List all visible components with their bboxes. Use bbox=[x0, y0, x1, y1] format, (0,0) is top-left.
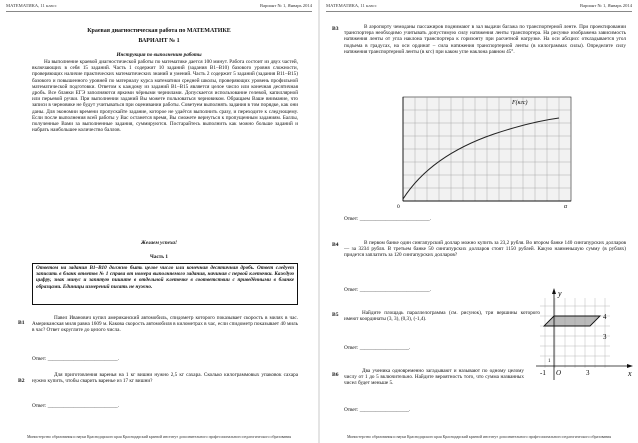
header-subject: МАТЕМАТИКА, 11 класс bbox=[6, 3, 57, 8]
task-b1-answer: Ответ: ___________________________. bbox=[32, 356, 120, 362]
header-variant: Вариант № 1, Январь 2014 bbox=[259, 3, 312, 8]
task-b2-text: Для приготовления варенья на 1 кг вишни нужно 2,5 кг сахара. Сколько килограммовых упаковок сахара нужно купить, чтобы сварить варенье из 17 кг вишни? bbox=[32, 372, 298, 385]
task-b5-number: B5 bbox=[332, 312, 339, 318]
coord-tick-y3: 3 bbox=[603, 333, 607, 341]
coord-y-label: y bbox=[558, 289, 562, 298]
page-right bbox=[320, 0, 638, 443]
part1-title: Часть 1 bbox=[150, 254, 168, 260]
part1-instruction-box: Ответом на задания В1–В10 должно быть целое число или конечная десятичная дробь. Ответ следует записать в бланк ответов № 1 справа от номера выполняемого задания, начиная с первой клеточки. Каждую цифру, знак минус и запятую пишите в отдельной клеточке в соответствии с приведёнными в бланке образцами. Единицы измерений писать не нужно. bbox=[32, 263, 298, 305]
instructions-title: Инструкция по выполнению работы bbox=[116, 52, 202, 58]
coord-x-label: x bbox=[628, 369, 632, 378]
task-b3-answer: Ответ: ___________________________. bbox=[344, 216, 432, 222]
task-b4-number: B4 bbox=[332, 242, 339, 248]
page-left bbox=[0, 0, 318, 443]
page-footer: Министерство образования и науки Краснодарского края Краснодарский краевой институт дополнительного профессионального педагогического образования bbox=[26, 435, 292, 439]
coord-x-arrow bbox=[627, 364, 633, 368]
page-footer: Министерство образования и науки Краснодарского края Краснодарский краевой институт дополнительного профессионального педагогического образования bbox=[346, 435, 612, 439]
instructions-text: На выполнение краевой диагностической работы по математике дается 100 минут. Работа состоит из двух частей, включающих в себя 15 заданий. Часть 1 содержит 10 заданий (задания В1–В10) базового уровня сложности, проверяющих наличие практических математических знаний и умений. Часть 2 содержит 5 заданий (задания В11–В15) базового и повышенного уровней по материалу курса математики средней школы, проверяющих уровень профильной математической подготовки. Ответом к каждому из заданий В1–В15 является целое число или конечная десятичная дробь. Все бланки ЕГЭ заполняются яркими чёрными чернилами. Допускается использование гелевой, капиллярной или перьевой ручки. При выполнении заданий Вы можете пользоваться черновиком. Обращаем Ваше внимание, что записи в черновике не будут учитываться при оценивании работы. Советуем выполнять задания в том порядке, как они даны. Для экономии времени пропускайте задание, которое не удаётся выполнить сразу, и переходите к следующему. Если после выполнения всей работы у Вас останется время, Вы сможете вернуться к пропущенным заданиям. Баллы, полученные Вами за выполненные задания, суммируются. Постарайтесь выполнить как можно больше заданий и набрать наибольшее количество баллов. bbox=[32, 59, 298, 134]
coord-origin: O bbox=[556, 369, 562, 377]
task-b6-answer: Ответ: ___________________. bbox=[344, 407, 411, 413]
coord-y-arrow bbox=[552, 288, 556, 294]
task-b3-number: B3 bbox=[332, 26, 339, 32]
task-b6-number: B6 bbox=[332, 372, 339, 378]
parallelogram-figure bbox=[534, 286, 636, 382]
page-title: Краевая диагностическая работа по МАТЕМАТИКЕ bbox=[87, 28, 231, 34]
coord-tick-neg1: -1 bbox=[540, 369, 546, 377]
variant-title: ВАРИАНТ № 1 bbox=[138, 38, 180, 44]
task-b3-text: В аэропорту чемоданы пассажиров поднимают в зал выдачи багажа по транспортерной ленте. При проектировании транспортера необходимо учитывать допустимую силу натяжения ленты транспортера. На рисунке изображена зависимость натяжения ленты от угла наклона транспортера к горизонту при расчетной нагрузке. На оси абсцисс откладывается угол подъема в градусах, на оси ординат – сила натяжения транспортерной ленты (в килограммах силы). Определите силу натяжения транспортерной ленты (в кгс) при каком угле наклона равном 45°. bbox=[344, 24, 626, 55]
page-header bbox=[326, 3, 632, 12]
header-variant: Вариант № 1, Январь 2014 bbox=[579, 3, 632, 8]
task-b6-text: Два ученика одновременно загадывают и называют по одному целому числу от 1 до 5 включительно. Найдите вероятность того, что сумма названных чисел будет меньше 5. bbox=[344, 368, 524, 387]
task-b1-number: B1 bbox=[18, 320, 25, 326]
task-b4-text: В первом банке один сингапурский доллар можно купить за 23,2 рубля. Во втором банке 140 сингапурских долларов — за 3234 рубля. В третьем банке 50 сингапурских долларов стоят 1150 рублей. Какую наименьшую сумму (в рублях) придется заплатить за 120 сингапурских долларов? bbox=[344, 240, 626, 259]
parallelogram-shape bbox=[544, 316, 600, 326]
page-header bbox=[6, 3, 312, 12]
graph-origin: 0 bbox=[397, 204, 400, 210]
task-b4-answer: Ответ: ___________________________. bbox=[344, 287, 432, 293]
task-b2-answer: Ответ: ___________________________. bbox=[32, 403, 120, 409]
coord-tick-x3: 3 bbox=[586, 369, 590, 377]
coord-tick-y4: 4 bbox=[603, 313, 607, 321]
coord-tick-1: 1 bbox=[548, 359, 551, 364]
task-b5-answer: Ответ: ___________________. bbox=[344, 345, 411, 351]
task-b5-text: Найдите площадь параллелограмма (см. рисунок), три вершины которого имеют координаты (3, 3), (0,3), (-1,4). bbox=[344, 310, 540, 323]
coord-grid bbox=[540, 298, 610, 368]
header-subject: МАТЕМАТИКА, 11 класс bbox=[326, 3, 377, 8]
tension-angle-graph bbox=[394, 96, 572, 210]
task-b2-number: B2 bbox=[18, 378, 25, 384]
task-b1-text: Павел Иванович купил американский автомобиль, спидометр которого показывает скорость в милях в час. Американская миля равна 1609 м. Какова скорость автомобиля в километрах в час, если спидометр показывает 40 миль в час? Ответ округлите до целого числа. bbox=[32, 315, 298, 334]
graph-x-label: α bbox=[564, 204, 568, 210]
graph-y-label: F(кгс) bbox=[512, 100, 528, 106]
wish-text: Желаем успеха! bbox=[140, 240, 178, 246]
